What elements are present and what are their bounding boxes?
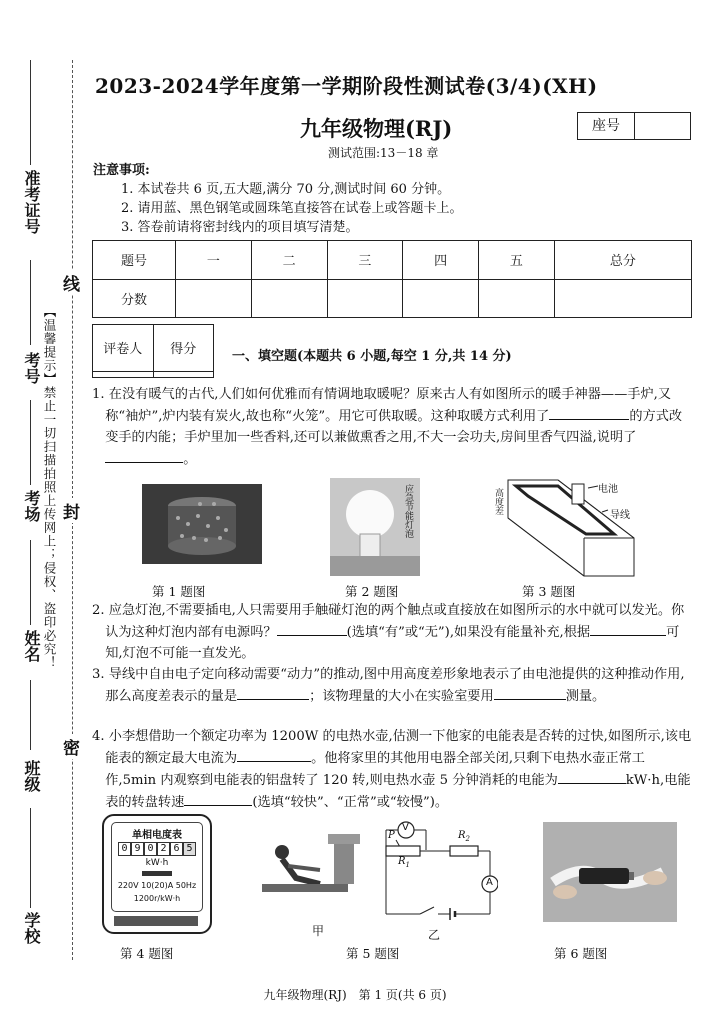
question-1 (92, 384, 692, 470)
resistor-r1-label (398, 856, 410, 869)
name-label: 姓名 (22, 630, 41, 662)
figure-1-hand-warmer (142, 484, 262, 564)
seal-secret-char: 密 (63, 734, 80, 759)
exam-no-label: 考号 (22, 352, 41, 384)
seal-line-char: 线 (63, 270, 80, 295)
resistor-r2-label (458, 830, 470, 843)
score-table (92, 240, 692, 318)
score-header-cell: 三 (327, 241, 403, 280)
meter-title: 单相电度表 (132, 830, 182, 841)
meter-digit: 6 (170, 842, 183, 856)
score-cell[interactable] (327, 279, 403, 318)
score-header-cell: 总分 (554, 241, 691, 280)
question-4-blank-1[interactable] (237, 747, 311, 762)
question-2 (92, 600, 692, 664)
score-header-cell: 题号 (93, 241, 176, 280)
question-2-blank-2[interactable] (590, 621, 666, 636)
hand-warmer-image (142, 484, 262, 564)
meter-spec-rev: 1200r/kW·h (133, 894, 181, 903)
page-footer: 九年级物理(RJ) 第 1 页(共 6 页) (263, 988, 447, 1002)
figure-5-jia-label: 甲 (312, 924, 325, 938)
grader-score-label: 得分 (153, 325, 214, 372)
meter-digits (118, 842, 196, 856)
question-1-text-c: 。 (183, 452, 197, 467)
seat-number-label: 座号 (578, 113, 635, 139)
question-1-text-a: 1. 在没有暖气的古代,人们如何优雅而有情调地取暖呢？原来古人有如图所示的暖手神器——手炉,又称“袖炉”,炉内装有炭火,故也称“火笼”。用它可供取暖。这种取暖方式利用了 (92, 387, 672, 424)
class-line-top (30, 680, 31, 750)
figure-5-yi-label: 乙 (428, 928, 441, 942)
subject-title: 九年级物理(RJ) (300, 116, 453, 141)
question-4-text-c: kW·h,电能表的转盘转速 (105, 773, 691, 810)
question-4-text-b: 。他将家里的其他用电器全部关闭,只剩下电热水壶正常工作,5min 内观察到电能表的铝盘转了 120 转,则电热水壶 5 分钟消耗的电能为 (105, 751, 645, 788)
score-table-header-row (93, 241, 692, 280)
voltmeter-symbol: V (402, 822, 409, 833)
figure-3-circuit-model (488, 472, 638, 580)
question-3-text-b: ；该物理量的大小在实验室要用 (309, 689, 494, 704)
height-difference-label: 高度差 (493, 488, 503, 515)
grader-table (92, 324, 214, 378)
question-4 (92, 726, 692, 813)
question-3 (92, 664, 692, 707)
figure-3-caption: 第 3 题图 (522, 584, 576, 599)
question-3-blank-1[interactable] (237, 685, 309, 700)
battery-label: 电池 (598, 484, 618, 495)
question-4-text-d: (选填“较快”、“正常”或“较慢”)。 (252, 795, 449, 810)
figure-1-caption: 第 1 题图 (152, 584, 206, 599)
battery-foil-image (543, 822, 677, 922)
resistor-r1-sub: 1 (405, 861, 410, 869)
notes (93, 161, 463, 237)
figure-6-battery-foil (543, 822, 677, 922)
score-header-cell: 一 (176, 241, 252, 280)
question-2-blank-1[interactable] (277, 621, 347, 636)
grader-score-cell[interactable] (153, 371, 214, 377)
ticket-number-line (30, 60, 31, 165)
wire-label: 导线 (610, 510, 630, 521)
name-line (30, 540, 31, 625)
slider-p-label: P (388, 830, 395, 841)
question-1-blank-2[interactable] (105, 448, 183, 463)
resistor-r2-sub: 2 (465, 835, 470, 843)
question-4-text-a: 4. 小李想借助一个额定功率为 1200W 的电热水壶,估测一下他家的电能表是否转的过快,如图所示,该电能表的额定最大电流为 (92, 729, 692, 766)
figure-6-caption: 第 6 题图 (554, 946, 608, 961)
school-line (30, 808, 31, 908)
meter-spec-voltage: 220V 10(20)A 50Hz (117, 881, 197, 890)
figure-5-yi-circuit (378, 814, 498, 922)
seat-number-box (577, 112, 691, 140)
note-item: 1. 本试卷共 6 页,五大题,满分 70 分,测试时间 60 分钟。 (121, 182, 451, 197)
figure-2-caption: 第 2 题图 (345, 584, 399, 599)
note-item: 3. 答卷前请将密封线内的项目填写清楚。 (121, 220, 359, 235)
ticket-number-label: 准考证号 (22, 170, 41, 234)
score-header-cell: 二 (251, 241, 327, 280)
figure-4-caption: 第 4 题图 (120, 946, 174, 961)
question-2-text-a: 2. 应急灯泡,不需要插电,人只需要用手触碰灯泡的两个触点或直接放在如图所示的水中就可以发光。你认为这种灯泡内部有电源吗？ (92, 603, 685, 640)
circuit-diagram (378, 814, 498, 922)
test-range: 测试范围:13－18 章 (328, 146, 439, 160)
exam-title: 2023-2024学年度第一学期阶段性测试卷(3/4)(XH) (95, 74, 598, 98)
question-2-text-c: 可知,灯泡不可能一直发光。 (105, 625, 680, 661)
bulb-label: 应急节能灯泡 (403, 484, 413, 538)
score-cell[interactable] (176, 279, 252, 318)
figure-5-jia-exercise (258, 826, 370, 906)
score-cell[interactable] (479, 279, 555, 318)
question-1-blank-1[interactable] (549, 405, 629, 420)
figure-5-caption: 第 5 题图 (346, 946, 400, 961)
figure-4-electricity-meter (102, 814, 212, 934)
question-3-text-a: 3. 导线中自由电子定向移动需要“动力”的推动,图中用高度差形象地表示了由电池提供的这种推动作用,那么高度差表示的量是 (92, 667, 685, 704)
score-header-cell: 五 (479, 241, 555, 280)
notes-heading: 注意事项: (93, 163, 150, 178)
anti-piracy-warning: 【温馨提示】禁止一切扫描拍照上传网上；侵权、盗印必究！ (42, 305, 57, 670)
exercise-device-image (258, 826, 370, 906)
score-row-label: 分数 (93, 279, 176, 318)
meter-unit: kW·h (145, 858, 169, 868)
school-label: 学校 (22, 912, 41, 944)
meter-digit: 2 (157, 842, 170, 856)
score-cell[interactable] (403, 279, 479, 318)
question-3-blank-2[interactable] (494, 685, 566, 700)
section-1-heading: 一、填空题(本题共 6 小题,每空 1 分,共 14 分) (232, 349, 512, 364)
score-cell[interactable] (251, 279, 327, 318)
meter-disc-window (142, 871, 172, 876)
meter-inner-panel (111, 822, 203, 912)
note-item: 2. 请用蓝、黑色钢笔或圆珠笔直接答在试卷上或答题卡上。 (121, 201, 463, 216)
question-2-text-b: (选填“有”或“无”),如果没有能量补充,根据 (346, 625, 591, 640)
resistor-r2-letter: R (458, 830, 466, 841)
grader-cell[interactable] (93, 371, 154, 377)
meter-digit-decimal: 5 (183, 842, 196, 856)
score-table-score-row (93, 279, 692, 318)
question-4-blank-2[interactable] (558, 769, 626, 784)
ammeter-symbol: A (486, 877, 493, 888)
class-label: 班级 (22, 760, 41, 792)
question-4-blank-3[interactable] (184, 791, 252, 806)
meter-digit: 9 (131, 842, 144, 856)
meter-digit: 0 (144, 842, 157, 856)
question-3-text-c: 测量。 (565, 689, 606, 704)
score-header-cell: 四 (403, 241, 479, 280)
room-line (30, 400, 31, 485)
resistor-r1-letter: R (398, 856, 406, 867)
grader-label: 评卷人 (93, 325, 154, 372)
seal-seal-char: 封 (63, 498, 80, 523)
meter-base (114, 916, 198, 926)
score-cell[interactable] (554, 279, 691, 318)
question-1-text-b: 的方式改变手的内能；手炉里加一些香料,还可以兼做熏香之用,不大一会功夫,房间里香气四溢,说明了 (105, 409, 683, 445)
exam-no-line (30, 260, 31, 345)
meter-digit: 0 (118, 842, 131, 856)
exam-room-label: 考场 (22, 490, 41, 522)
figure-2-bulb (330, 478, 420, 576)
